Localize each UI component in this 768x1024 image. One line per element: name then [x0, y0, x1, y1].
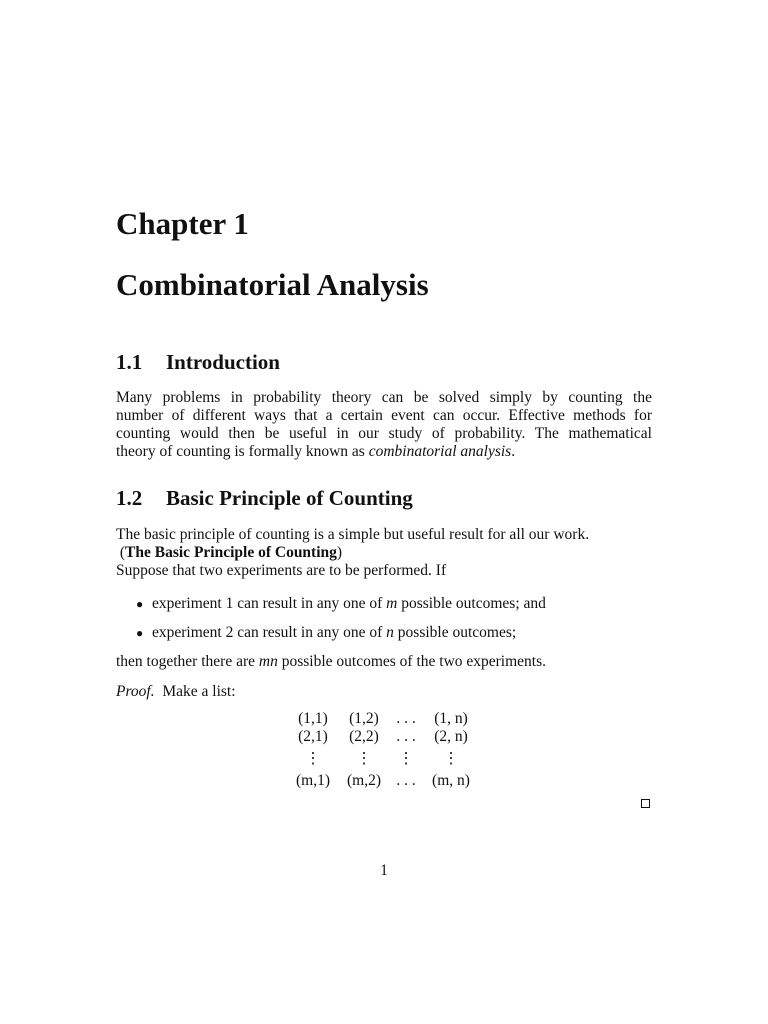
list-item [136, 624, 516, 642]
section-heading-introduction [116, 348, 280, 376]
bullet-text: possible outcomes; and [397, 595, 546, 612]
matrix-cell: (m,1) [295, 772, 330, 789]
matrix-cell: (1,1) [298, 710, 328, 727]
emphasis-term: combinatorial analysis [368, 443, 512, 460]
math-var: n [386, 624, 394, 641]
intro-text: . [511, 443, 516, 460]
proof-line [116, 683, 236, 701]
section-title: Introduction [166, 350, 280, 374]
matrix-cell: ⋮ [443, 750, 459, 767]
qed-square-icon [641, 799, 650, 808]
math-var: mn [258, 653, 278, 670]
basic-line: Suppose that two experiments are to be performed. If [116, 562, 447, 579]
matrix-cell: (2,2) [349, 728, 379, 745]
proof-text: Make a list: [162, 683, 236, 700]
intro-line: number of different ways that a certain event can occur. Effective methods for [116, 407, 652, 424]
proof-label: Proof. [116, 683, 155, 700]
bullet-text: experiment 1 can result in any one of [152, 595, 387, 612]
outcome-matrix [0, 710, 768, 800]
chapter-title: Combinatorial Analysis [116, 267, 429, 302]
matrix-cell: . . . [396, 710, 416, 727]
matrix-cell: (1, n) [434, 710, 468, 727]
section-title: Basic Principle of Counting [166, 486, 413, 510]
math-var: m [386, 595, 398, 612]
basic-principle-paragraph [116, 526, 652, 580]
intro-paragraph [116, 389, 652, 461]
matrix-cell: (2, n) [434, 728, 468, 745]
matrix-cell: (1,2) [349, 710, 379, 727]
theorem-name: The Basic Principle of Counting [125, 544, 337, 561]
paren: ( [119, 544, 126, 561]
matrix-cell: . . . [396, 728, 416, 745]
conclusion-line [116, 653, 546, 671]
matrix-cell: . . . [396, 772, 416, 789]
matrix-cell: ⋮ [356, 750, 372, 767]
list-item [136, 595, 546, 613]
theorem-heading [116, 544, 652, 562]
bullet-icon: ● [136, 597, 144, 611]
bullet-text: experiment 2 can result in any one of [152, 624, 387, 641]
matrix-cell: (m, n) [432, 772, 470, 789]
intro-line: counting would then be useful in our study of probability. The mathematical [116, 425, 652, 442]
section-number: 1.2 [116, 486, 143, 510]
basic-line: The basic principle of counting is a simple but useful result for all our work. [116, 526, 590, 543]
bullet-text: possible outcomes; [393, 624, 517, 641]
section-heading-basic-principle [116, 484, 413, 512]
intro-text: theory of counting is formally known as [116, 443, 369, 460]
matrix-cell: (m,2) [346, 772, 381, 789]
bullet-icon: ● [136, 626, 144, 640]
intro-line: Many problems in probability theory can be solved simply by counting the [116, 389, 652, 406]
conclusion-text: then together there are [116, 653, 259, 670]
intro-line [116, 443, 652, 461]
matrix-cell: ⋮ [305, 750, 321, 767]
page-number: 1 [380, 862, 388, 879]
matrix-cell: (2,1) [298, 728, 328, 745]
section-number: 1.1 [116, 350, 143, 374]
conclusion-text: possible outcomes of the two experiments. [277, 653, 547, 670]
chapter-label: Chapter 1 [116, 206, 249, 241]
paren: ) [336, 544, 343, 561]
matrix-cell: ⋮ [398, 750, 414, 767]
